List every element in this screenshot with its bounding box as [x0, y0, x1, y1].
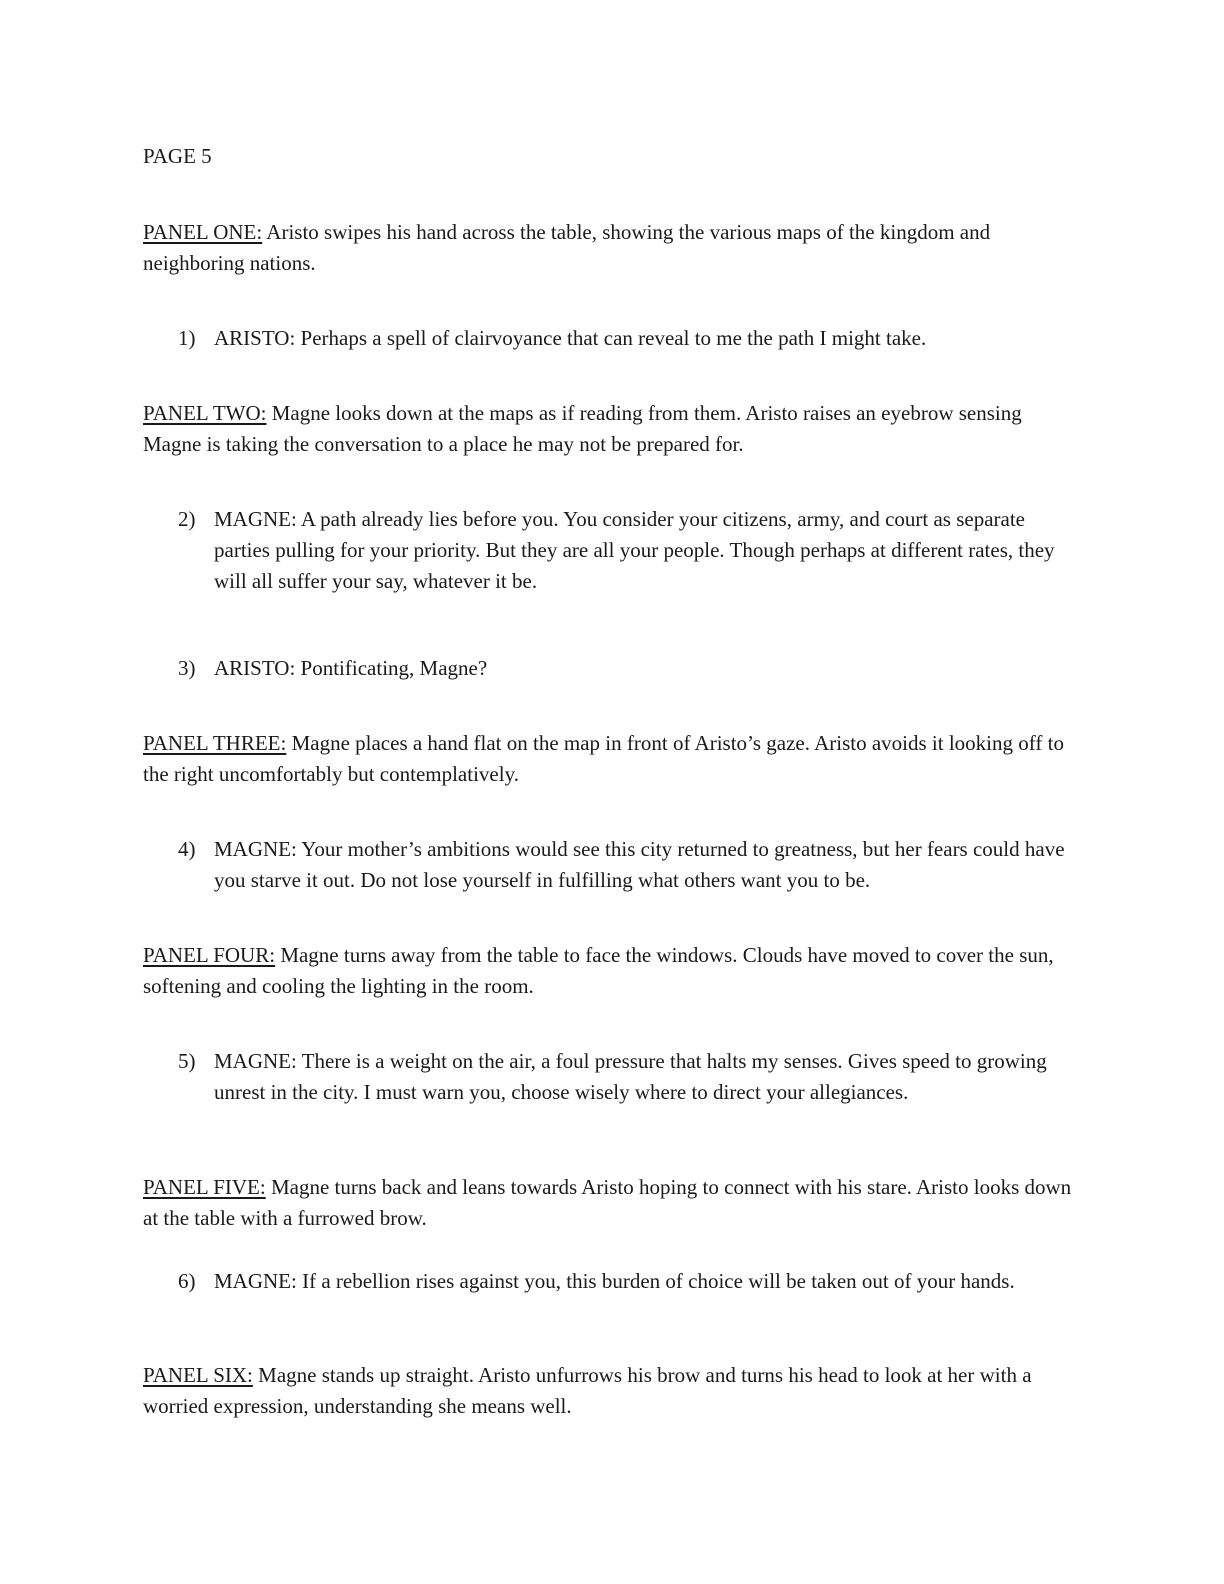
panel-five — [143, 1172, 1083, 1234]
dialogue-text: ARISTO: Pontificating, Magne? — [214, 656, 488, 680]
panel-one — [143, 217, 1083, 279]
dialogue-line-4 — [178, 834, 1078, 896]
panel-description: Magne turns back and leans towards Aristo hoping to connect with his stare. Aristo looks down at the table with a furrowed brow. — [143, 1175, 1072, 1230]
dialogue-text: MAGNE: Your mother’s ambitions would see this city returned to greatness, but her fears could have you starve it out. Do not lose yourself in fulfilling what others want you to be. — [214, 837, 1065, 892]
panel-description: Magne looks down at the maps as if reading from them. Aristo raises an eyebrow sensing Magne is taking the conversation to a place he may not be prepared for. — [143, 401, 1022, 456]
dialogue-line-1 — [178, 323, 1078, 354]
panel-two — [143, 398, 1083, 460]
panel-label: PANEL THREE: — [143, 731, 287, 755]
dialogue-line-3 — [178, 653, 1078, 684]
panel-label: PANEL TWO: — [143, 401, 267, 425]
panel-description: Aristo swipes his hand across the table, showing the various maps of the kingdom and neighboring nations. — [143, 220, 991, 275]
panel-description: Magne stands up straight. Aristo unfurrows his brow and turns his head to look at her with a worried expression, understanding she means well. — [143, 1363, 1032, 1418]
dialogue-number: 3) — [178, 656, 196, 680]
dialogue-text: ARISTO: Perhaps a spell of clairvoyance that can reveal to me the path I might take. — [214, 326, 927, 350]
dialogue-line-2 — [178, 504, 1078, 597]
dialogue-number: 1) — [178, 326, 196, 350]
panel-six — [143, 1360, 1083, 1422]
panel-description: Magne turns away from the table to face the windows. Clouds have moved to cover the sun, softening and cooling the lighting in the room. — [143, 943, 1054, 998]
panel-description: Magne places a hand flat on the map in front of Aristo’s gaze. Aristo avoids it looking off to the right uncomfortably but contemplatively. — [143, 731, 1064, 786]
page-header: PAGE 5 — [143, 144, 212, 168]
dialogue-number: 6) — [178, 1269, 196, 1293]
panel-four — [143, 940, 1083, 1002]
dialogue-number: 2) — [178, 507, 196, 531]
panel-label: PANEL FOUR: — [143, 943, 276, 967]
dialogue-text: MAGNE: There is a weight on the air, a foul pressure that halts my senses. Gives speed to growing unrest in the city. I must warn you, choose wisely where to direct your allegiances. — [214, 1049, 1047, 1104]
panel-label: PANEL SIX: — [143, 1363, 253, 1387]
panel-three — [143, 728, 1083, 790]
panel-label: PANEL ONE: — [143, 220, 263, 244]
dialogue-number: 4) — [178, 837, 196, 861]
dialogue-number: 5) — [178, 1049, 196, 1073]
dialogue-line-6 — [178, 1266, 1078, 1297]
dialogue-text: MAGNE: A path already lies before you. You consider your citizens, army, and court as separate parties pulling for your priority. But they are all your people. Though perhaps at different rates, they will all suffer your say, whatever it be. — [214, 507, 1055, 593]
panel-label: PANEL FIVE: — [143, 1175, 266, 1199]
dialogue-text: MAGNE: If a rebellion rises against you, this burden of choice will be taken out of your hands. — [214, 1269, 1015, 1293]
dialogue-line-5 — [178, 1046, 1078, 1108]
